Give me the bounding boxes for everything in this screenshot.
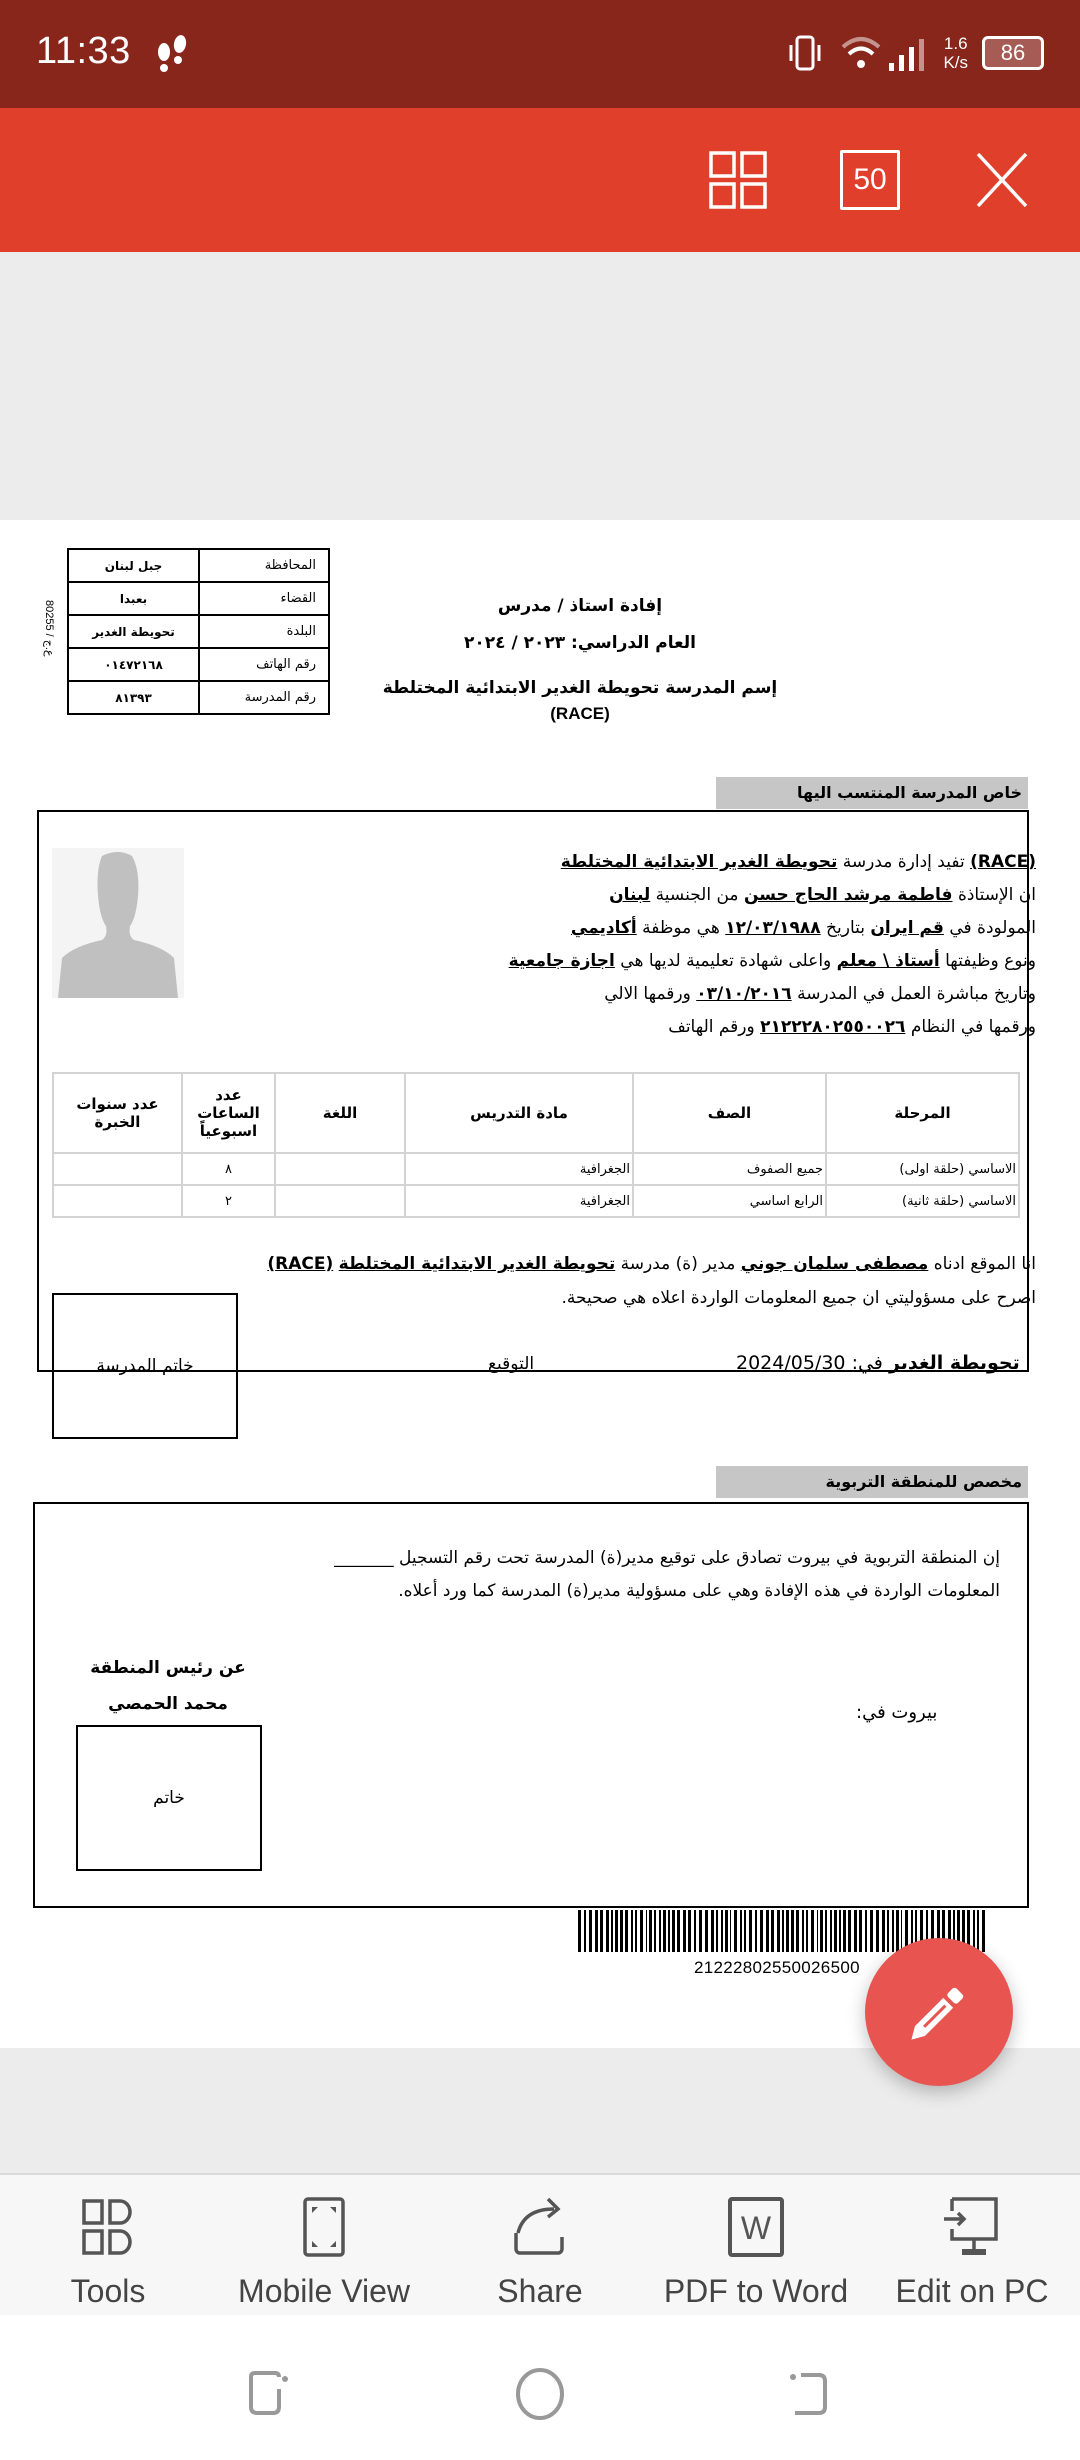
pdf-to-word-button[interactable]: W PDF to Word (648, 2175, 864, 2315)
word-icon (726, 2197, 786, 2257)
signature-label: التوقيع (488, 1354, 535, 1374)
region-text-line-1: إن المنطقة التربوية في بيروت تصادق على توقيع مدير(ة) المدرسة تحت رقم التسجيل _______ (334, 1548, 1000, 1568)
edit-fab-button[interactable] (865, 1938, 1013, 2086)
region-head-name: محمد الحمصي (108, 1694, 228, 1714)
region-text-line-2: المعلومات الواردة في هذه الإفادة وهي على مسؤولية مدير(ة) المدرسة كما ورد أعلاه. (398, 1581, 1000, 1601)
recents-icon[interactable] (245, 2367, 295, 2421)
school-year: العام الدراسي: ٢٠٢٣ / ٢٠٢٤ (464, 633, 696, 653)
svg-text:W: W (740, 2210, 772, 2246)
certificate-line-4: ونوع وظيفتها أستاذ \ معلم واعلى شهادة تعليمية لديها هي اجازة جامعية (508, 951, 1036, 971)
table-row: الاساسي (حلقة ثانية) الرابع اساسي الجغرافية ٢ (53, 1185, 1019, 1217)
side-reference: ع.ج / 80255 (43, 600, 55, 657)
wifi-signal-icon (839, 33, 929, 73)
school-info-table: المحافظة جبل لبنان القضاء بعبدا البلدة تحويطة الغدير رقم الهاتف ٠١٤٧٢١٦٨ رقم المدرسة ٨١٣٩٣ (67, 548, 330, 715)
pdf-page (0, 520, 1080, 2048)
teacher-photo-placeholder (52, 848, 184, 998)
certificate-line-2: ان الإستاذة فاطمة مرشد الحاج حسن من الجنسية لبنان (609, 885, 1036, 905)
beirut-date-label: بيروت في: (856, 1702, 938, 1723)
pencil-icon (904, 1977, 974, 2047)
barcode-number: 21222802550026500 (694, 1958, 860, 1977)
pc-icon (942, 2197, 1002, 2257)
close-icon[interactable] (972, 150, 1032, 210)
share-icon (510, 2197, 570, 2257)
certificate-line-1: (RACE) تفيد إدارة مدرسة تحويطة الغدير الابتدائية المختلطة (560, 852, 1036, 872)
clock: 11:33 (36, 30, 131, 72)
mobile-view-button[interactable]: Mobile View (216, 2175, 432, 2315)
place-date: تحويطة الغدير في: 2024/05/30 (736, 1352, 1020, 1374)
status-bar (0, 0, 1080, 108)
mobile-view-icon (294, 2197, 354, 2257)
edit-on-pc-button[interactable]: Edit on PC (864, 2175, 1080, 2315)
document-title: إفادة استاذ / مدرس (497, 596, 663, 616)
person-silhouette-icon (52, 848, 184, 998)
certificate-line-6: ورقمها في النظام ٢١٢٢٢٨٠٢٥٥٠٠٢٦ ورقم الهاتف (668, 1017, 1036, 1037)
tools-icon (78, 2197, 138, 2257)
battery-indicator: 86 (982, 36, 1044, 70)
footsteps-icon (152, 32, 192, 76)
page-count-button[interactable]: 50 (840, 150, 900, 210)
teaching-table (52, 1072, 1020, 1218)
section-header-region: مخصص للمنطقة التربوية (716, 1466, 1028, 1498)
section-header-school: خاص المدرسة المنتسب اليها (716, 777, 1028, 809)
school-name-line: إسم المدرسة تحويطة الغدير الابتدائية المختلطة (382, 678, 778, 698)
status-icons (785, 28, 1044, 78)
certificate-line-3: المولودة في قم ايران بتاريخ ١٢/٠٣/١٩٨٨ هي موظفة أكاديمي (570, 918, 1036, 938)
thumbnails-grid-icon[interactable] (708, 150, 768, 210)
table-header-row: المرحلة الصف مادة التدريس اللغة عدد الساعات اسبوعياً عدد سنوات الخبرة (53, 1073, 1019, 1153)
bottom-action-bar (0, 2173, 1080, 2315)
share-button[interactable]: Share (432, 2175, 648, 2315)
network-speed: 1.6 K/s (943, 34, 968, 72)
back-icon[interactable] (785, 2367, 835, 2421)
declaration-line-2: اصرح على مسؤوليتي ان جميع المعلومات الواردة اعلاه هي صحيحة. (561, 1288, 1036, 1308)
region-head-label: عن رئيس المنطقة (90, 1658, 246, 1678)
home-icon[interactable] (515, 2367, 565, 2421)
school-stamp-box: خاتم المدرسة (52, 1293, 238, 1439)
declaration-line-1: انا الموقع ادناه مصطفى سلمان جوني مدير (ة) مدرسة تحويطة الغدير الابتدائية المختلطة (RACE) (267, 1254, 1036, 1274)
region-stamp-box: خاتم (76, 1725, 262, 1871)
certificate-line-5: وتاريخ مباشرة العمل في المدرسة ٠٣/١٠/٢٠١٦ ورقمها الالي (604, 984, 1036, 1004)
table-row: الاساسي (حلقة اولى) جميع الصفوف الجغرافية ٨ (53, 1153, 1019, 1185)
tools-button[interactable]: Tools (0, 2175, 216, 2315)
app-toolbar (0, 108, 1080, 252)
vibrate-icon (785, 33, 825, 73)
school-code: (RACE) (550, 704, 610, 723)
system-nav-bar (0, 2315, 1080, 2460)
